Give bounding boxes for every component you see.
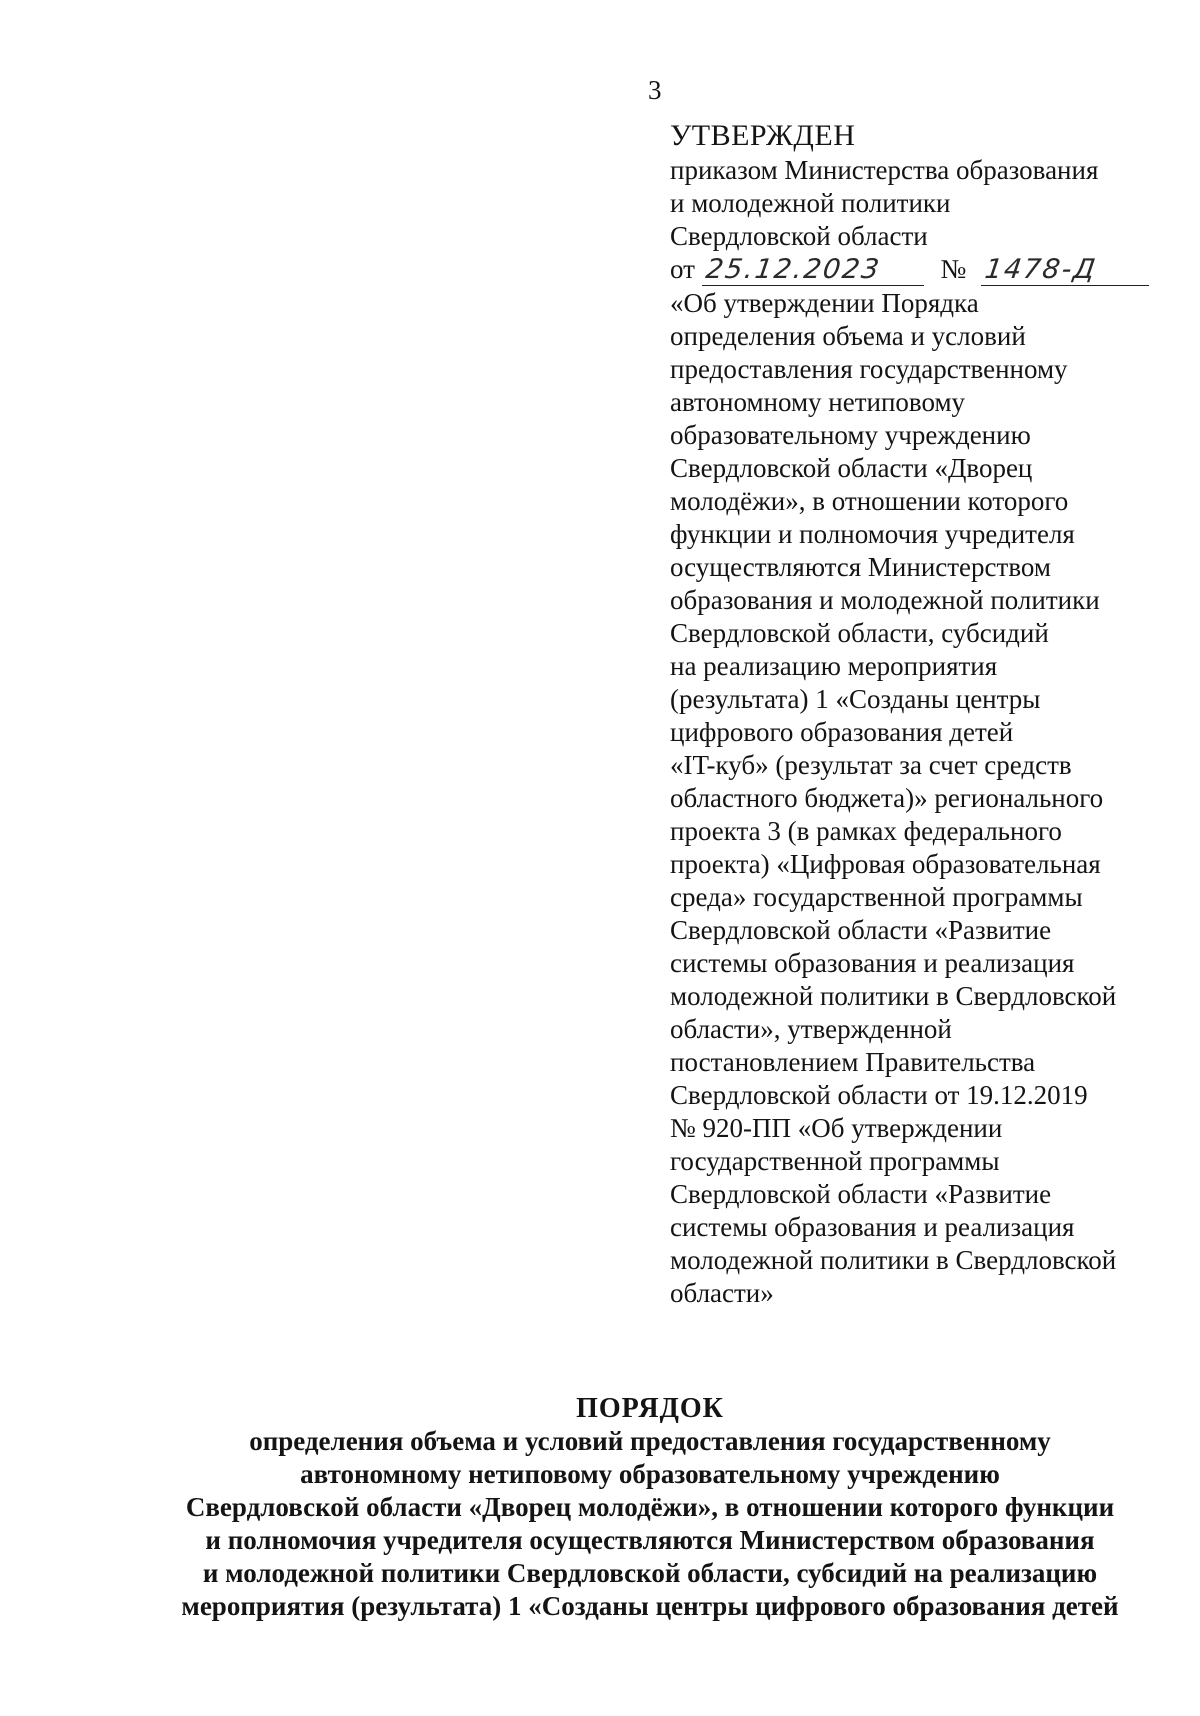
approval-body-line: № 920-ПП «Об утверждении: [670, 1113, 1003, 1143]
approval-body-line: предоставления государственному: [670, 354, 1068, 384]
date-prefix: от: [670, 254, 695, 284]
approval-body-line: «IT-куб» (результат за счет средств: [670, 750, 1072, 780]
page-number: 3: [648, 75, 662, 105]
approval-title: УТВЕРЖДЕН: [670, 119, 856, 152]
approval-body-line: проекта) «Цифровая образовательная: [670, 849, 1101, 879]
approval-intro-line: и молодежной политики: [670, 188, 951, 218]
procedure-subtitle-line: мероприятия (результата) 1 «Созданы центры цифрового образования детей: [181, 1591, 1119, 1621]
handwritten-date: 25.12.2023: [703, 254, 883, 285]
procedure-title: ПОРЯДОК: [576, 1393, 724, 1424]
order-date-number-row: [670, 253, 1170, 287]
number-field: [981, 255, 1149, 286]
approval-body-line: государственной программы: [670, 1146, 1000, 1176]
approval-body-line: образования и молодежной политики: [670, 585, 1100, 615]
approval-body-line: «Об утверждении Порядка: [670, 288, 979, 318]
procedure-subtitle-line: и полномочия учредителя осуществляются Министерством образования: [205, 1525, 1095, 1555]
approval-body-line: постановлением Правительства: [670, 1047, 1036, 1077]
approval-body-line: (результата) 1 «Созданы центры: [670, 684, 1041, 714]
procedure-subtitle-line: и молодежной политики Свердловской области, субсидий на реализацию: [202, 1558, 1098, 1588]
approval-body-line: среда» государственной программы: [670, 882, 1083, 912]
procedure-heading: [120, 1392, 1180, 1623]
approval-body-line: образовательному учреждению: [670, 420, 1031, 450]
approval-body-line: системы образования и реализация: [670, 1212, 1075, 1242]
approval-body-line: проекта 3 (в рамках федерального: [670, 816, 1062, 846]
approval-body-line: автономному нетиповому: [670, 387, 966, 417]
approval-body-line: системы образования и реализация: [670, 948, 1075, 978]
date-field: [702, 255, 924, 286]
procedure-subtitle-line: автономному нетиповому образовательному учреждению: [300, 1459, 1000, 1489]
approval-body-line: Свердловской области от 19.12.2019: [670, 1080, 1088, 1110]
approval-body-line: функции и полномочия учредителя: [670, 519, 1075, 549]
approval-body-line: на реализацию мероприятия: [670, 651, 998, 681]
approval-body-line: молодёжи», в отношении которого: [670, 486, 1069, 516]
approval-body-line: осуществляются Министерством: [670, 552, 1051, 582]
approval-body-line: определения объема и условий: [670, 321, 1026, 351]
approval-body: [670, 287, 1170, 1310]
approval-intro-line: приказом Министерства образования: [670, 155, 1099, 185]
procedure-subtitle-line: определения объема и условий предоставления государственному: [249, 1426, 1051, 1456]
approval-intro-line: Свердловской области: [670, 221, 928, 251]
approval-body-line: Свердловской области «Дворец: [670, 453, 1033, 483]
approval-body-line: области»: [670, 1278, 774, 1308]
approval-body-line: Свердловской области, субсидий: [670, 618, 1049, 648]
procedure-subtitle-line: Свердловской области «Дворец молодёжи», в отношении которого функции: [185, 1492, 1115, 1522]
approval-body-line: области», утвержденной: [670, 1014, 952, 1044]
approval-body-line: Свердловской области «Развитие: [670, 1179, 1052, 1209]
approval-body-line: Свердловской области «Развитие: [670, 915, 1052, 945]
approval-block: [670, 118, 1170, 1310]
approval-body-line: цифрового образования детей: [670, 717, 1014, 747]
approval-body-line: областного бюджета)» регионального: [670, 783, 1104, 813]
handwritten-number: 1478-Д: [982, 254, 1099, 285]
number-prefix: №: [940, 254, 967, 284]
approval-body-line: молодежной политики в Свердловской: [670, 981, 1117, 1011]
approval-body-line: молодежной политики в Свердловской: [670, 1245, 1117, 1275]
